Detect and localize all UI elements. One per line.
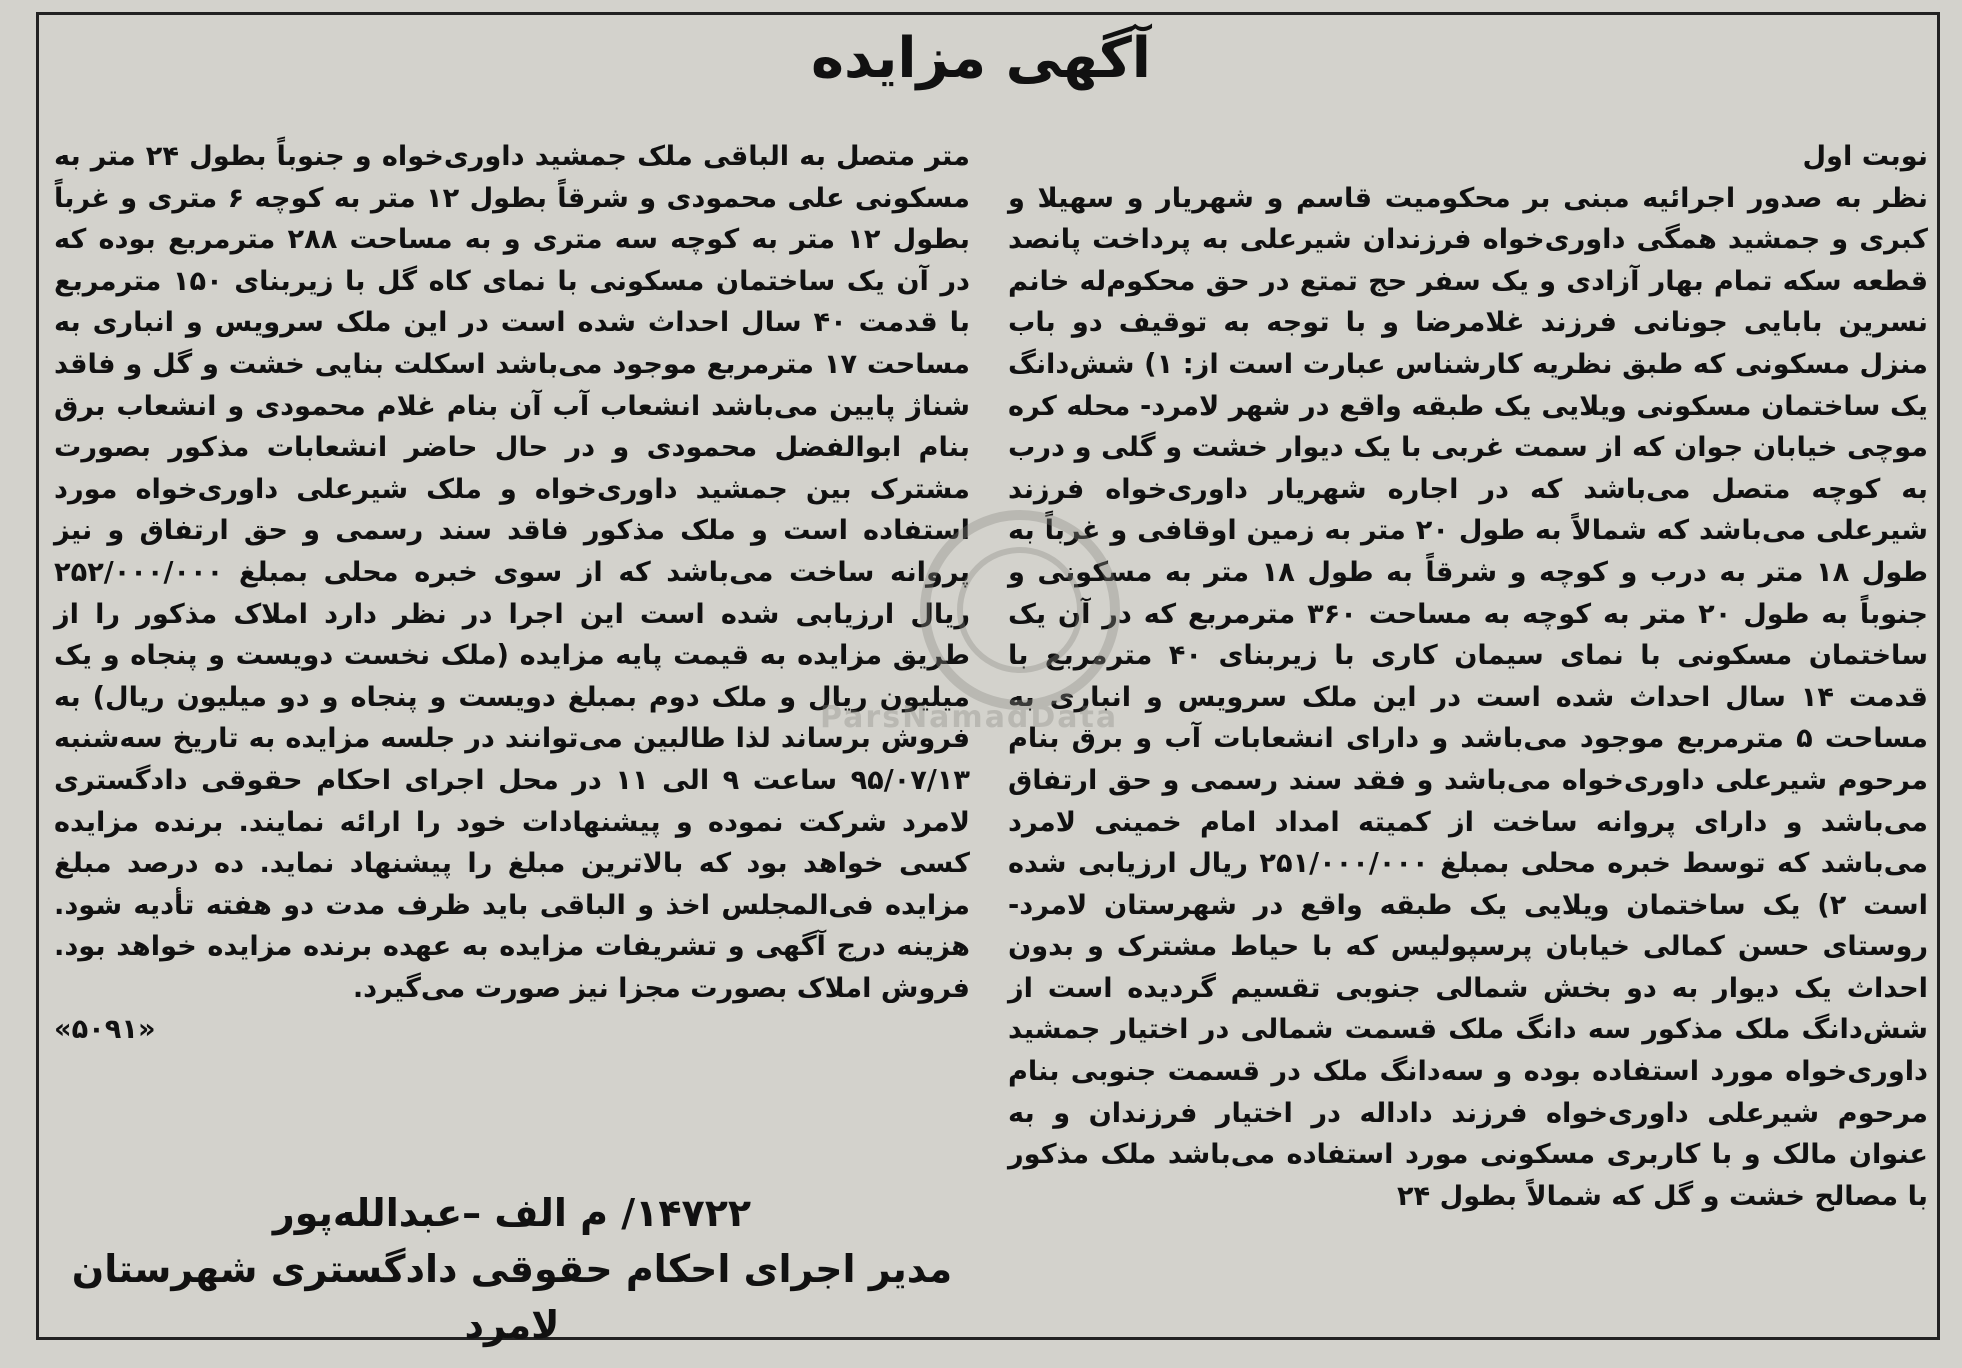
- signature-block: [54, 1185, 970, 1353]
- watermark-text: ParsNamadData: [820, 700, 1119, 735]
- notice-turn: نوبت اول: [1802, 141, 1928, 172]
- left-column-text: متر متصل به الباقی ملک جمشید داوری‌خواه و جنوباً بطول ۲۴ متر به مسکونی علی محمودی و شرقاً بطول ۱۲ متر به کوچه ۶ متری و غرباً بطول ۱۲ متر به کوچه سه متری و به مساحت ۲۸۸ مترمربع بوده که در آن یک ساختمان مسکونی با نمای کاه گل با زیربنای ۱۵۰ مترمربع با قدمت ۴۰ سال احداث شده است در این ملک سرویس و انباری به مساحت ۱۷ مترمربع موجود می‌باشد اسکلت بنایی خشت و گل و فاقد شناژ پایین می‌باشد انشعاب آب آن بنام غلام محمودی و انشعاب برق بنام ابوالفضل محمودی و در حال حاضر انشعابات مذکور بصورت مشترک بین جمشید داوری‌خواه و ملک شیرعلی داوری‌خواه مورد استفاده است و ملک مذکور فاقد سند رسمی و حق ارتفاق و نیز پروانه ساخت می‌باشد که از سوی خبره محلی بمبلغ ۲۵۲/۰۰۰/۰۰۰ ریال ارزیابی شده است این اجرا در نظر دارد املاک مذکور را از طریق مزایده به قیمت پایه مزایده (ملک نخست دویست و پنجاه و یک میلیون ریال و ملک دوم بمبلغ دویست و پنجاه و دو میلیون ریال) به فروش برساند لذا طالبین می‌توانند در جلسه مزایده به تاریخ سه‌شنبه ۹۵/۰۷/۱۳ ساعت ۹ الی ۱۱ در محل اجرای احکام حقوقی دادگستری لامرد شرکت نموده و پیشنهادات خود را ارائه نمایند. برنده مزایده کسی خواهد بود که بالاترین مبلغ را پیشنهاد نماید. ده درصد مبلغ مزایده فی‌المجلس اخذ و الباقی باید ظرف مدت دو هفته تأدیه شود. هزینه درج آگهی و تشریفات مزایده به عهده برنده مزایده خواهد بود. فروش املاک بصورت مجزا نیز صورت می‌گیرد.: [54, 141, 971, 1004]
- signature-reference: ۱۴۷۲۲/ م الف –عبدالله‌پور: [272, 1191, 752, 1235]
- notice-title: آگهی مزایده: [810, 26, 1152, 91]
- right-column: [1008, 136, 1928, 1217]
- signature-title: مدیر اجرای احکام حقوقی دادگستری شهرستان لامرد: [71, 1247, 953, 1347]
- right-column-text: نظر به صدور اجرائیه مبنی بر محکومیت قاسم و شهریار و سهیلا و کبری و جمشید همگی داوری‌خواه فرزندان شیرعلی به پرداخت پانصد قطعه سکه تمام بهار آزادی و یک سفر حج تمتع در حق محکوم‌له خانم نسرین بابایی جونانی فرزند غلامرضا و با توجه به توقیف دو باب منزل مسکونی که طبق نظریه کارشناس عبارت است از: ۱) شش‌دانگ یک ساختمان مسکونی ویلایی یک طبقه واقع در شهر لامرد- محله کره موچی خیابان جوان که از سمت غربی با یک دیوار خشت و گلی و درب به کوچه متصل می‌باشد که در اجاره شهریار داوری‌خواه فرزند شیرعلی می‌باشد که شمالاً به طول ۲۰ متر به زمین اوقافی و غرباً به طول ۱۸ متر به درب و کوچه و شرقاً به طول ۱۸ متر به مسکونی و جنوباً به طول ۲۰ متر به کوچه به مساحت ۳۶۰ مترمربع که در آن یک ساختمان مسکونی با نمای سیمان کاری با زیربنای ۴۰ مترمربع با قدمت ۱۴ سال احداث شده است در این ملک سرویس و انباری به مساحت ۵ مترمربع موجود می‌باشد و دارای انشعابات آب و برق بنام مرحوم شیرعلی داوری‌خواه می‌باشد و فقد سند رسمی و حق ارتفاق می‌باشد و دارای پروانه ساخت از کمیته امداد امام خمینی لامرد می‌باشد که توسط خبره محلی بمبلغ ۲۵۱/۰۰۰/۰۰۰ ریال ارزیابی شده است ۲) یک ساختمان ویلایی یک طبقه واقع در شهرستان لامرد- روستای حسن کمالی خیابان پرسپولیس که با حیاط مشترک و بدون احداث یک دیوار به دو بخش شمالی جنوبی تقسیم گردیده است از شش‌دانگ ملک مذکور سه دانگ ملک قسمت شمالی در اختیار جمشید داوری‌خواه مورد استفاده بوده و سه‌دانگ ملک در قسمت جنوبی بنام مرحوم شیرعلی داوری‌خواه فرزند داداله در اختیار فرزندان و به عنوان مالک و با کاربری مسکونی مورد استفاده می‌باشد ملک مذکور با مصالح خشت و گل که شمالاً بطول ۲۴: [1008, 182, 1929, 1212]
- notice-code: «۵۰۹۱»: [54, 1014, 156, 1046]
- left-column: [54, 136, 970, 1051]
